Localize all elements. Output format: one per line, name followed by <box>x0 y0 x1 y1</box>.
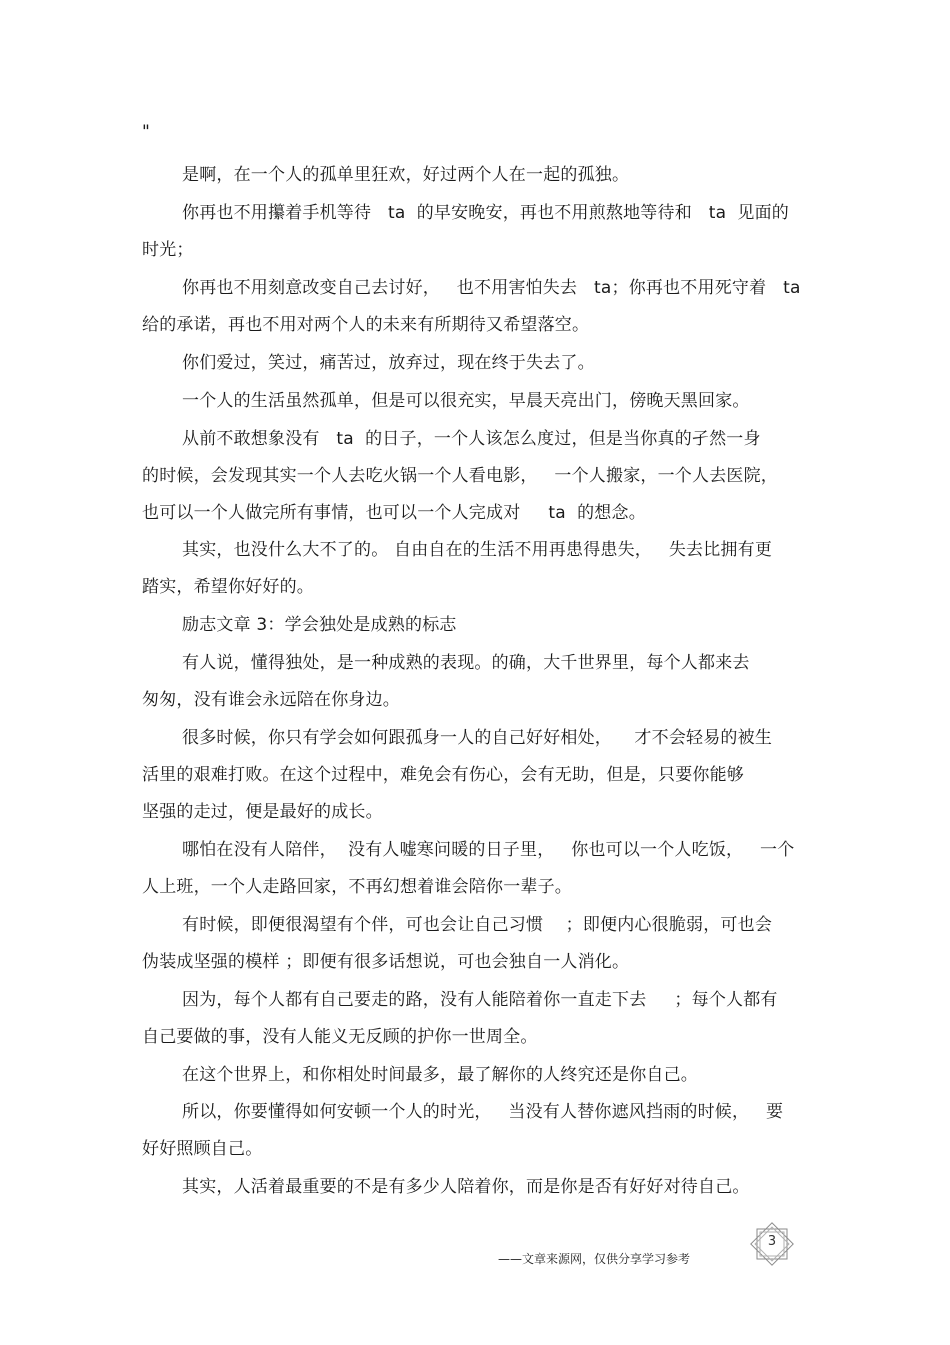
paragraph-line: 给的承诺，再也不用对两个人的未来有所期待又希望落空。 <box>142 315 590 335</box>
paragraph-line: 活里的艰难打败。在这个过程中，难免会有伤心，会有无助，但是，只要你能够 <box>142 765 744 785</box>
paragraph-line: 很多时候，你只有学会如何跟孤身一人的自己好好相处， 才不会轻易的被生 <box>182 728 773 748</box>
paragraph-line: 哪怕在没有人陪伴， 没有人嘘寒问暖的日子里， 你也可以一个人吃饭， 一个 <box>182 840 795 860</box>
paragraph-line: 匆匆，没有谁会永远陪在你身边。 <box>142 690 400 710</box>
paragraph-line: 的时候，会发现其实一个人去吃火锅一个人看电影， 一个人搬家，一个人去医院， <box>142 466 779 486</box>
opening-quote-mark: " <box>142 122 150 142</box>
paragraph-line: 你们爱过，笑过，痛苦过，放弃过，现在终于失去了。 <box>182 353 595 373</box>
paragraph-line: 所以，你要懂得如何安顿一个人的时光， 当没有人替你遮风挡雨的时候， 要 <box>182 1102 784 1122</box>
paragraph-line: 其实，人活着最重要的不是有多少人陪着你，而是你是否有好好对待自己。 <box>182 1177 750 1197</box>
paragraph-line: 励志文章 3：学会独处是成熟的标志 <box>182 615 457 635</box>
paragraph-line: 自己要做的事，没有人能义无反顾的护你一世周全。 <box>142 1027 538 1047</box>
paragraph-line: 有人说，懂得独处，是一种成熟的表现。的确，大千世界里，每个人都来去 <box>182 653 750 673</box>
paragraph-line: 有时候，即便很渴望有个伴，可也会让自己习惯 ；即便内心很脆弱，可也会 <box>182 915 773 935</box>
paragraph-line: 伪装成坚强的模样 ；即便有很多话想说，可也会独自一人消化。 <box>142 952 630 972</box>
paragraph-line: 人上班，一个人走路回家，不再幻想着谁会陪你一辈子。 <box>142 877 572 897</box>
page-number: 3 <box>767 1234 777 1249</box>
paragraph-line: 坚强的走过，便是最好的成长。 <box>142 802 383 822</box>
paragraph-line: 一个人的生活虽然孤单，但是可以很充实，早晨天亮出门，傍晚天黑回家。 <box>182 391 750 411</box>
paragraph-line: 也可以一个人做完所有事情，也可以一个人完成对 ta 的想念。 <box>142 503 646 523</box>
paragraph-line: 好好照顾自己。 <box>142 1139 263 1159</box>
paragraph-line: 你再也不用攥着手机等待 ta 的早安晚安，再也不用煎熬地等待和 ta 见面的 <box>182 203 790 223</box>
paragraph-line: 你再也不用刻意改变自己去讨好， 也不用害怕失去 ta；你再也不用死守着 ta <box>182 278 801 298</box>
footer-source-note: ——文章来源网，仅供分享学习参考 <box>498 1252 691 1266</box>
paragraph-line: 踏实，希望你好好的。 <box>142 577 314 597</box>
paragraph-line: 其实，也没什么大不了的。 自由自在的生活不用再患得患失， 失去比拥有更 <box>182 540 773 560</box>
paragraph-line: 从前不敢想象没有 ta 的日子，一个人该怎么度过，但是当你真的孑然一身 <box>182 429 761 449</box>
paragraph-line: 因为，每个人都有自己要走的路，没有人能陪着你一直走下去 ；每个人都有 <box>182 990 778 1010</box>
paragraph-line: 时光； <box>142 240 194 260</box>
paragraph-line: 在这个世界上，和你相处时间最多，最了解你的人终究还是你自己。 <box>182 1065 698 1085</box>
paragraph-line: 是啊，在一个人的孤单里狂欢，好过两个人在一起的孤独。 <box>182 165 630 185</box>
